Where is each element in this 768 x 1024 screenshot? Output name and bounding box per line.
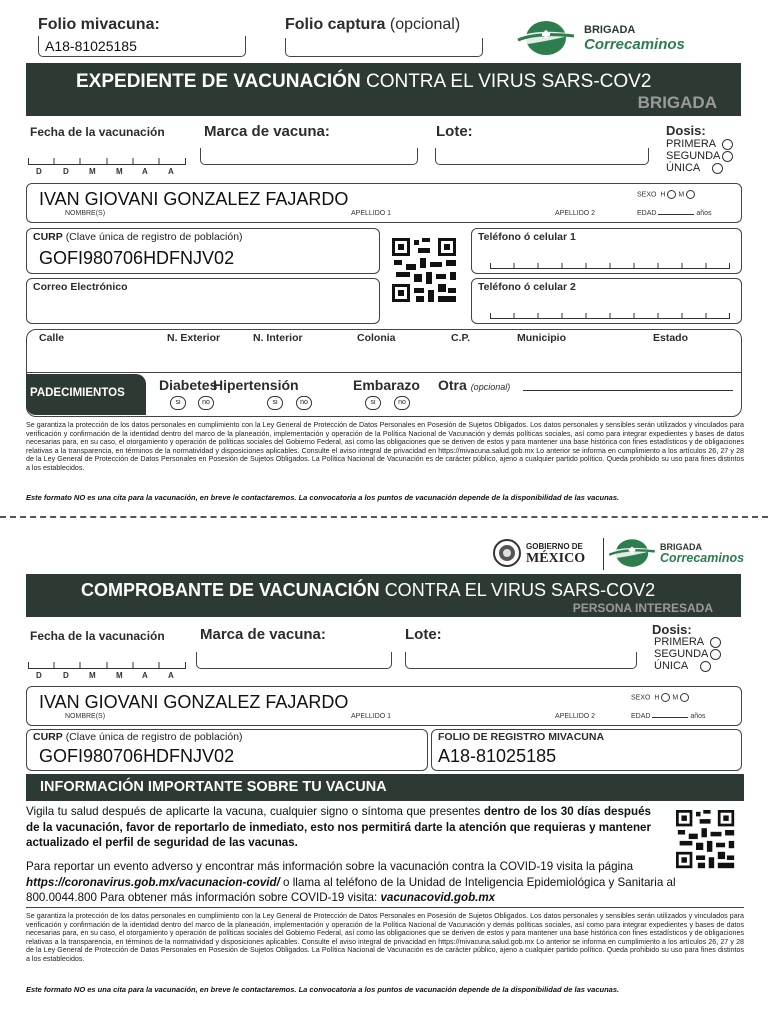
curp-box	[26, 228, 380, 274]
telefono2-label: Teléfono ó celular 2	[478, 281, 576, 293]
edad-field: EDAD años	[637, 210, 712, 217]
interior-label: N. Interior	[253, 332, 303, 344]
info-paragraph-2: Para reportar un evento adverso y encontrar más información sobre la vacunación contra la COVID-19 visita la página https://coronavirus.gob.mx/vacunacion-covid/ o llama al teléfono de la Unidad de Inteligencia Epidemiológica y Sanitaria al 800.0044.800 Para obtener más información sobre COVID-19 visita: vacunacovid.gob.mx	[26, 860, 676, 904]
dosis-primera-2[interactable]: PRIMERA	[654, 636, 721, 648]
estado-label: Estado	[653, 332, 689, 344]
expediente-header	[26, 63, 741, 116]
info-header: INFORMACIÓN IMPORTANTE SOBRE TU VACUNA	[26, 774, 744, 801]
privacy-text-2: Se garantiza la protección de los datos personales en cumplimiento con la Ley General de Protección de Datos Personales en Posesión de Sujetos Obligados. Los datos personales y sensibles serán utilizados y vinculados para verificación y confirmación de la identidad dentro del marco de la planeación, implementación y operación de la Política Nacional de Vacunación y demás políticas sociales, así como para integrar expedientes y bases de datos necesarias para, en su caso, el otorgamiento y operación de políticas sociales del Gobierno Federal, así como las obligaciones que se deriven de estos y para mantener una base histórica con fines estadísticos y de obligaciones relativas a la transparencia, en términos de la normatividad y disposiciones aplicables. Consulte el aviso integral de privacidad en https://mivacuna.salud.gob.mx Lo anterior se informa en cumplimiento a los artículos 26, 27 y 28 de la Ley General de Protección de Datos Personales en Posesión de Sujetos Obligados. La Política Nacional de Vacunación es de carácter público, ajeno a cualquier partido político. Queda prohibido su uso para fines distintos a los establecidos.	[26, 912, 744, 963]
note-text-1: Este formato NO es una cita para la vacunación, en breve le contactaremos. La convocatoria a los puntos de vacunación depende de la disponibilidad de las vacunas.	[26, 493, 620, 502]
brigada-logo-bottom: BRIGADA Correcaminos	[606, 536, 746, 570]
lote-field-2	[405, 652, 637, 669]
colonia-label: Colonia	[357, 332, 396, 344]
apellido1-label: APELLIDO 1	[351, 210, 392, 217]
qr-code-bottom-icon	[676, 810, 736, 870]
curp-label-2: CURP (Clave única de registro de población)	[33, 731, 243, 743]
qr-code-icon	[392, 238, 458, 304]
edad-field-2: EDAD años	[631, 713, 706, 720]
sexo-field-2: SEXO H M	[631, 693, 689, 702]
hipertension-si[interactable]: si	[267, 396, 283, 410]
folio-registro-label: FOLIO DE REGISTRO MIVACUNA	[438, 731, 605, 743]
apellido1-label-2: APELLIDO 1	[351, 713, 392, 720]
vacunacovid-link[interactable]: vacunacovid.gob.mx	[380, 891, 496, 904]
nombre-label: NOMBRE(S)	[65, 210, 106, 217]
diabetes-si[interactable]: si	[170, 396, 186, 410]
name-value: IVAN GIOVANI GONZALEZ FAJARDO	[39, 189, 349, 209]
folio-mivacuna-value: A18-81025185	[45, 38, 137, 54]
dosis-options	[666, 138, 733, 174]
dosis-unica-2[interactable]: ÚNICA	[654, 660, 721, 672]
correcaminos-text: Correcaminos	[584, 36, 685, 53]
municipio-label: Municipio	[517, 332, 566, 344]
brigada-logo	[514, 18, 714, 58]
folio-registro-value: A18-81025185	[438, 746, 557, 766]
embarazo-label: Embarazo	[353, 377, 420, 393]
lote-field	[435, 148, 649, 165]
curp-value: GOFI980706HDFNJV02	[39, 248, 235, 268]
mexico-seal-icon	[492, 538, 522, 568]
info-paragraph-1: Vigila tu salud después de aplicarte la vacuna, cualquier signo o síntoma que presentes dentro de los 30 días después de la vacunación, favor de reportarlo de inmediato, esto nos permitirá darte la atención que requieras y mantener actualizado el perfil de seguridad de las vacunas.	[26, 805, 651, 849]
dosis-options-2	[654, 636, 721, 672]
folio-registro-box	[431, 729, 742, 771]
telefono1-field[interactable]	[490, 263, 730, 269]
dosis-label: Dosis:	[666, 123, 706, 138]
otra-label: Otra (opcional)	[438, 377, 511, 393]
marca-field-2	[196, 652, 392, 669]
folio-captura-field	[285, 38, 483, 57]
folio-mivacuna-field	[38, 36, 246, 57]
curp-box-2	[26, 729, 428, 771]
brigada-emblem-icon	[514, 18, 578, 58]
diabetes-label: Diabetes	[159, 377, 218, 393]
padecimientos-tag: PADECIMIENTOS	[26, 374, 146, 415]
comprobante-header	[26, 574, 741, 617]
marca-label-2: Marca de vacuna:	[200, 626, 326, 643]
note-text-2: Este formato NO es una cita para la vacunación, en breve le contactaremos. La convocatoria a los puntos de vacunación depende de la disponibilidad de las vacunas.	[26, 985, 620, 994]
gobierno-logo: GOBIERNO DE MÉXICO	[492, 538, 602, 570]
cut-line	[0, 516, 768, 518]
coronavirus-link[interactable]: https://coronavirus.gob.mx/vacunacion-covid/	[26, 875, 280, 889]
apellido2-label: APELLIDO 2	[555, 210, 596, 217]
name-box	[26, 183, 742, 223]
name-box-2	[26, 686, 742, 726]
dosis-segunda[interactable]: SEGUNDA	[666, 150, 733, 162]
name-value-2: IVAN GIOVANI GONZALEZ FAJARDO	[39, 692, 349, 712]
brigada-text: BRIGADA	[584, 24, 636, 36]
comprobante-title: COMPROBANTE DE VACUNACIÓN CONTRA EL VIRUS SARS-COV2	[81, 580, 656, 600]
fecha-field-2	[28, 662, 186, 669]
brigada-emblem-icon	[606, 536, 658, 570]
exterior-label: N. Exterior	[167, 332, 221, 344]
dosis-segunda-2[interactable]: SEGUNDA	[654, 648, 721, 660]
correo-label: Correo Electrónico	[33, 281, 128, 293]
curp-value-2: GOFI980706HDFNJV02	[39, 746, 235, 766]
fecha-label: Fecha de la vacunación	[30, 125, 165, 139]
fecha-label-2: Fecha de la vacunación	[30, 629, 165, 643]
privacy-text-1: Se garantiza la protección de los datos personales en cumplimiento con la Ley General de Protección de Datos Personales en Posesión de Sujetos Obligados. Los datos personales y sensibles serán utilizados y vinculados para verificación y confirmación de la identidad dentro del marco de la planeación, implementación y operación de la Política Nacional de Vacunación y demás políticas sociales, así como para integrar expedientes y bases de datos necesarias para, en su caso, el otorgamiento y operación de políticas sociales del Gobierno Federal, así como las obligaciones que se deriven de estos y para mantener una base histórica con fines estadísticos y de obligaciones relativas a la transparencia, en términos de la normatividad y disposiciones aplicables. Consulte el aviso integral de privacidad en https://mivacuna.salud.gob.mx Lo anterior se informa en cumplimiento a los artículos 26, 27 y 28 de la Ley General de Protección de Datos Personales en Posesión de Sujetos Obligados. La Política Nacional de Vacunación es de carácter público, ajeno a cualquier partido político. Queda prohibido su uso para fines distintos a los establecidos.	[26, 421, 744, 472]
marca-label: Marca de vacuna:	[204, 123, 330, 140]
correo-box	[26, 278, 380, 324]
calle-label: Calle	[39, 332, 65, 344]
hipertension-no[interactable]: no	[296, 396, 312, 410]
telefono2-box	[471, 278, 742, 324]
otra-field[interactable]	[523, 390, 733, 391]
telefono1-label: Teléfono ó celular 1	[478, 231, 576, 243]
cp-label: C.P.	[451, 332, 471, 344]
hipertension-label: Hipertensión	[213, 377, 299, 393]
curp-label: CURP (Clave única de registro de población)	[33, 231, 243, 243]
folio-captura-label: Folio captura (opcional)	[285, 16, 461, 33]
comprobante-subtitle: PERSONA INTERESADA	[572, 601, 713, 615]
dosis-unica[interactable]: ÚNICA	[666, 162, 733, 174]
dosis-primera[interactable]: PRIMERA	[666, 138, 733, 150]
folio-mivacuna-label: Folio mivacuna:	[38, 16, 160, 33]
fecha-field	[28, 158, 186, 165]
embarazo-no[interactable]: no	[394, 396, 410, 410]
sexo-field: SEXO H M	[637, 190, 695, 199]
lote-label-2: Lote:	[405, 626, 442, 643]
apellido2-label-2: APELLIDO 2	[555, 713, 596, 720]
telefono1-box	[471, 228, 742, 274]
diabetes-no[interactable]: no	[198, 396, 214, 410]
dosis-label-2: Dosis:	[652, 622, 692, 637]
nombre-label-2: NOMBRE(S)	[65, 713, 106, 720]
telefono2-field[interactable]	[490, 313, 730, 319]
marca-field	[200, 148, 418, 165]
expediente-title: EXPEDIENTE DE VACUNACIÓN CONTRA EL VIRUS SARS-COV2	[76, 71, 652, 92]
lote-label: Lote:	[436, 123, 473, 140]
embarazo-si[interactable]: si	[365, 396, 381, 410]
expediente-subtitle: BRIGADA	[637, 93, 717, 112]
